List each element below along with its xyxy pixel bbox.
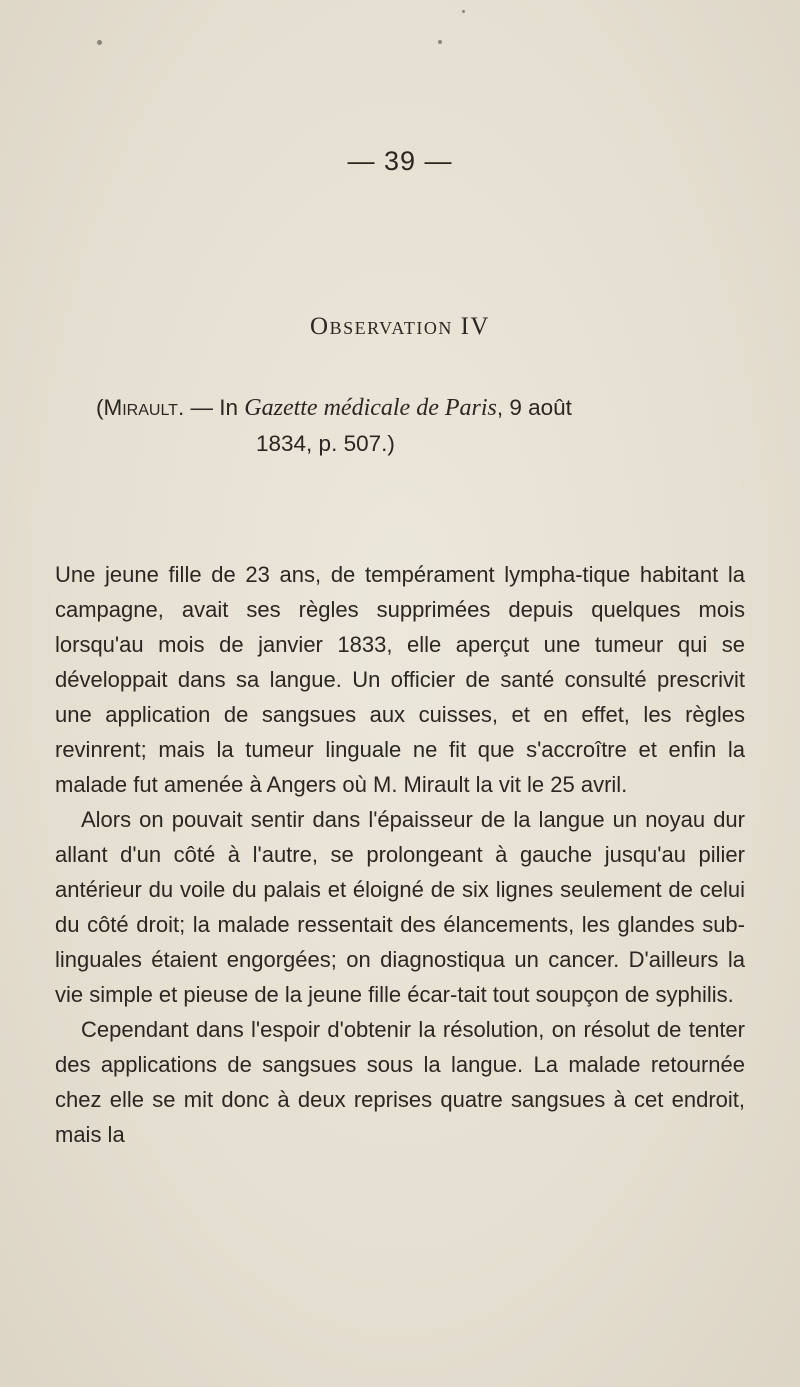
paragraph: Cependant dans l'espoir d'obtenir la résolution, on résolut de tenter des applications de sangsues sous la langue. La malade retournée chez elle se mit donc à deux reprises quatre sangsues à cet endroit, mais la xyxy=(55,1017,745,1147)
paragraph: Une jeune fille de 23 ans, de tempérament lympha-tique habitant la campagne, avait ses règles supprimées depuis quelques mois lorsqu'au mois de janvier 1833, elle aperçut une tumeur qui se développait dans sa langue. Un officier de santé consulté prescrivit une application de sangsues aux cuisses, et en effet, les règles revinrent; mais la tumeur linguale ne fit que s'accroître et enfin la malade fut amenée à Angers où M. Mirault la vit le 25 avril. xyxy=(55,562,745,797)
citation-line-1 xyxy=(96,390,716,426)
citation-date: , 9 août xyxy=(496,395,572,420)
citation-dash-in: — In xyxy=(190,395,238,420)
citation-author: (Mirault. xyxy=(96,395,185,420)
body-text xyxy=(55,557,745,1152)
page-number: — 39 — xyxy=(347,146,453,176)
paper-speck xyxy=(97,40,102,45)
paper-speck xyxy=(462,10,465,13)
citation-journal: Gazette médicale de Paris xyxy=(244,395,497,421)
observation-heading: Observation IV xyxy=(310,313,490,340)
citation-line-2: 1834, p. 507.) xyxy=(256,431,395,456)
paper-speck xyxy=(438,40,442,44)
citation xyxy=(96,390,716,462)
paragraph: Alors on pouvait sentir dans l'épaisseur de la langue un noyau dur allant d'un côté à l'autre, se prolongeant à gauche jusqu'au pilier antérieur du voile du palais et éloigné de six lignes seulement de celui du côté droit; la malade ressentait des élancements, les glandes sub-linguales étaient engorgées; on diagnostiqua un cancer. D'ailleurs la vie simple et pieuse de la jeune fille écar-tait tout soupçon de syphilis. xyxy=(55,807,745,1007)
